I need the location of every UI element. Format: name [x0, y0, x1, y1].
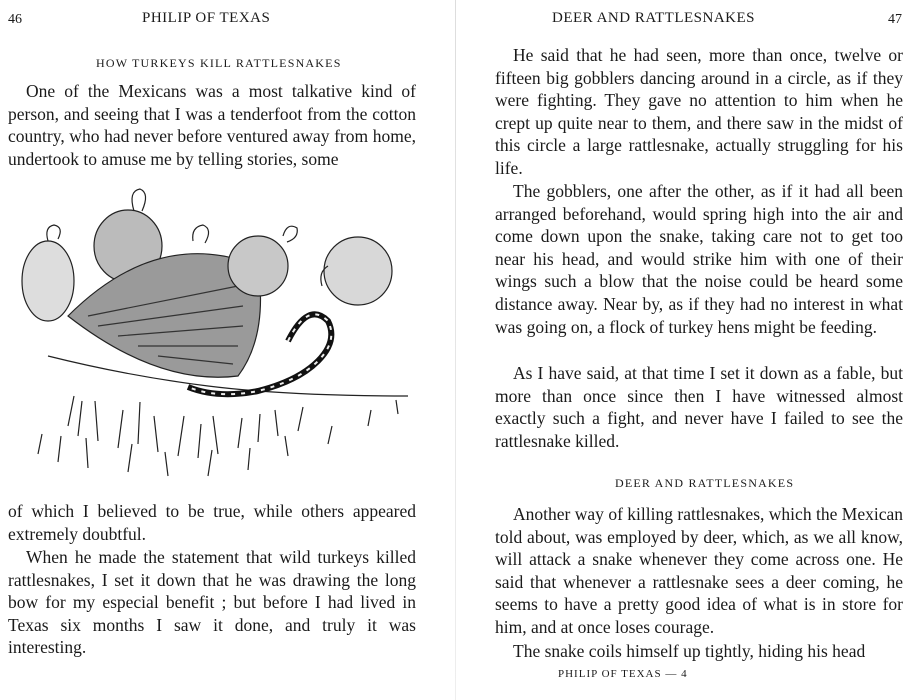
turkeys-rattlesnake-illustration	[8, 186, 428, 486]
right-page	[470, 0, 911, 700]
book-gutter	[455, 0, 456, 700]
paragraph: The gobblers, one after the other, as if it had all been arranged beforehand, would spring high into the air and come down upon the snake, taking care not to get too near his head, and would strike him with one of their wings such a blow that the noise could be heard some distance away. Near by, as if they had no interest in what was going on, a flock of turkey hens might be feeding.	[495, 181, 903, 337]
paragraph: When he made the statement that wild turkeys killed rattlesnakes, I set it down that he was drawing the long bow for my especial benefit ; but before I had lived in Texas six months I saw it done, and truly it was interesting.	[8, 547, 416, 658]
page-number: 47	[888, 12, 902, 27]
signature-mark: PHILIP OF TEXAS — 4	[558, 668, 688, 680]
page-number: 46	[8, 12, 22, 27]
paragraph: of which I believed to be true, while others appeared extremely doubtful.	[8, 501, 416, 544]
paragraph: One of the Mexicans was a most talkative kind of person, and seeing that I was a tenderfoot from the cotton country, who had never before ventured away from home, undertook to amuse me by telling stories, some	[8, 81, 416, 169]
section-title: HOW TURKEYS KILL RATTLESNAKES	[96, 56, 342, 70]
running-head: PHILIP OF TEXAS	[142, 10, 271, 26]
paragraph: The snake coils himself up tightly, hiding his head	[513, 641, 866, 661]
section-title: DEER AND RATTLESNAKES	[615, 476, 795, 490]
paragraph: As I have said, at that time I set it down as a fable, but more than once since then I have witnessed almost exactly such a fight, and never have I failed to see the rattlesnake killed.	[495, 363, 903, 451]
paragraph: Another way of killing rattlesnakes, which the Mexican told about, was employed by deer, which, as we all know, will attack a snake whenever they come across one. He said that whenever a rattlesnake sees a deer coming, he seems to have a pretty good idea of what is in store for him, and at once loses courage.	[495, 504, 903, 637]
paragraph: He said that he had seen, more than once, twelve or fifteen big gobblers dancing around in a circle, as if they were fighting. They gave no attention to him when he crept up quite near to them, and there saw in the midst of this circle a large rattlesnake, actually struggling for his life.	[495, 45, 903, 178]
left-page	[0, 0, 440, 700]
running-head: DEER AND RATTLESNAKES	[552, 10, 756, 26]
